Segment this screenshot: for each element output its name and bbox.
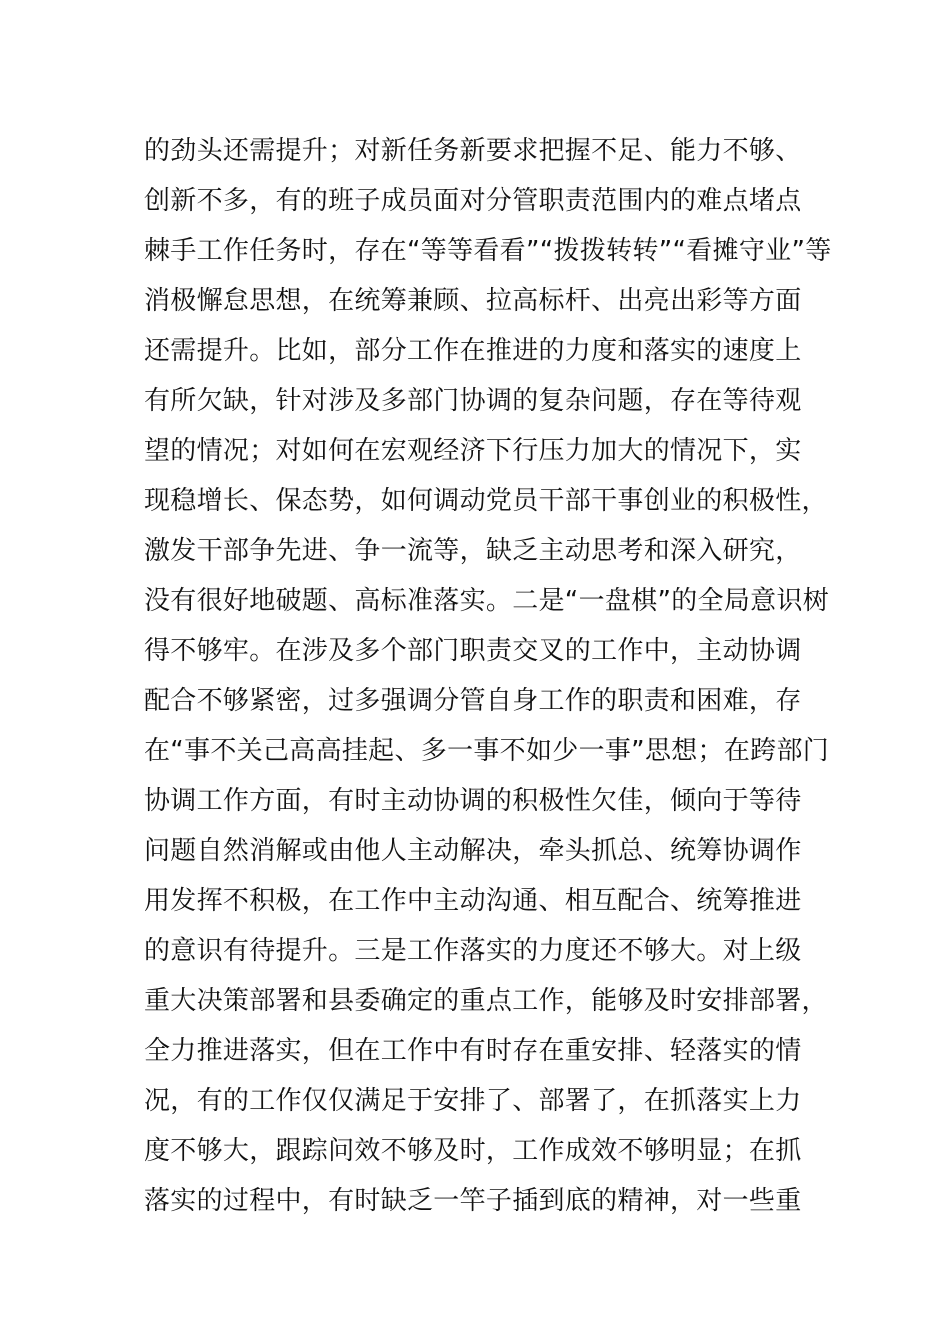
text-line: 落实的过程中，有时缺乏一竿子插到底的精神，对一些重	[144, 1186, 802, 1216]
text-line: 用发挥不积极，在工作中主动沟通、相互配合、统筹推进	[144, 886, 802, 916]
text-line: 况，有的工作仅仅满足于安排了、部署了，在抓落实上力	[144, 1086, 802, 1116]
text-line: 问题自然消解或由他人主动解决，牵头抓总、统筹协调作	[144, 836, 802, 866]
text-line: 激发干部争先进、争一流等，缺乏主动思考和深入研究，	[144, 536, 802, 566]
text-line: 消极懈怠思想，在统筹兼顾、拉高标杆、出亮出彩等方面	[144, 286, 802, 316]
text-line: 的意识有待提升。三是工作落实的力度还不够大。对上级	[144, 936, 802, 966]
text-line: 还需提升。比如，部分工作在推进的力度和落实的速度上	[144, 336, 802, 366]
body-text	[144, 126, 832, 1226]
text-line: 创新不多，有的班子成员面对分管职责范围内的难点堵点	[144, 186, 802, 216]
text-line: 没有很好地破题、高标准落实。二是“一盘棋”的全局意识树	[144, 586, 830, 616]
text-line: 的劲头还需提升；对新任务新要求把握不足、能力不够、	[144, 136, 802, 166]
text-line: 全力推进落实，但在工作中有时存在重安排、轻落实的情	[144, 1036, 802, 1066]
text-line: 有所欠缺，针对涉及多部门协调的复杂问题，存在等待观	[144, 386, 802, 416]
text-line: 重大决策部署和县委确定的重点工作，能够及时安排部署，	[144, 986, 828, 1016]
text-line: 配合不够紧密，过多强调分管自身工作的职责和困难，存	[144, 686, 802, 716]
text-line: 棘手工作任务时，存在“等等看看”“拨拨转转”“看摊守业”等	[144, 236, 832, 266]
text-line: 在“事不关己高高挂起、多一事不如少一事”思想；在跨部门	[144, 736, 830, 766]
text-line: 现稳增长、保态势，如何调动党员干部干事创业的积极性，	[144, 486, 828, 516]
text-line: 度不够大，跟踪问效不够及时，工作成效不够明显；在抓	[144, 1136, 802, 1166]
text-line: 望的情况；对如何在宏观经济下行压力加大的情况下，实	[144, 436, 802, 466]
text-line: 得不够牢。在涉及多个部门职责交叉的工作中，主动协调	[144, 636, 802, 666]
text-line: 协调工作方面，有时主动协调的积极性欠佳，倾向于等待	[144, 786, 802, 816]
